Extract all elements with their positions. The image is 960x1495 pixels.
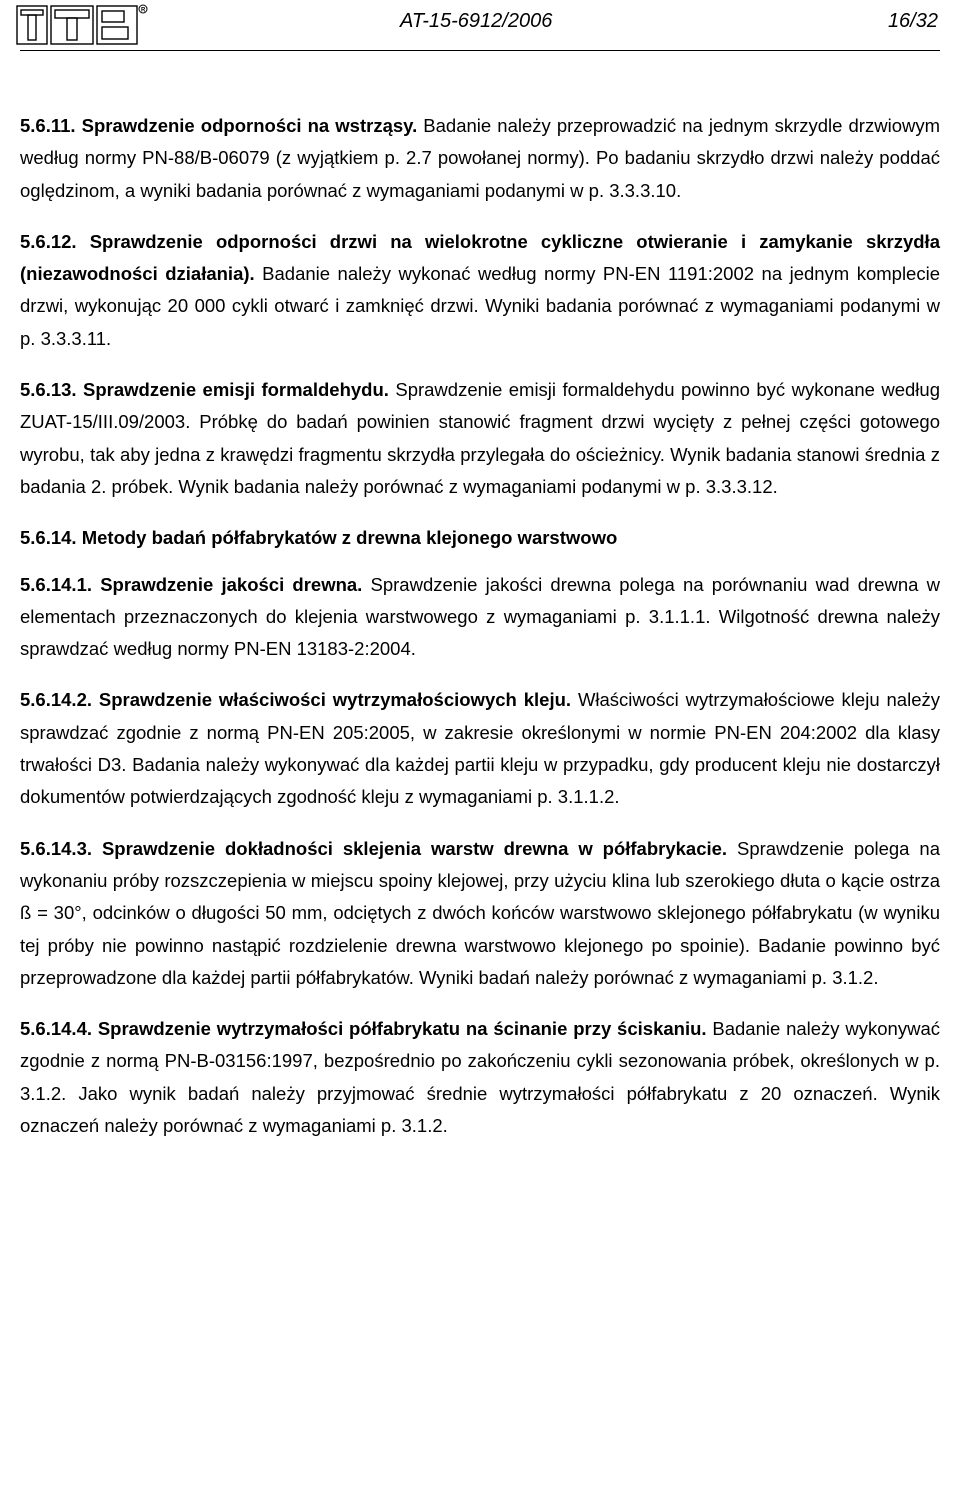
section-heading: 5.6.14.1. Sprawdzenie jakości drewna. bbox=[20, 573, 363, 595]
section-5-6-14-2 bbox=[20, 684, 940, 813]
document-body bbox=[20, 110, 940, 1142]
section-heading: 5.6.12. Sprawdzenie odporności drzwi na wielokrotne cykliczne otwieranie i zamykanie skrzydła (niezawodności działania). bbox=[20, 230, 940, 285]
page-header bbox=[0, 0, 960, 52]
section-text: Sprawdzenie jakości drewna polega na porównaniu wad drewna w elementach przeznaczonych do klejenia warstwowego z wymaganiami p. 3.1.1.1. Wilgotność drewna należy sprawdzać według normy PN-EN 13183-2:2004. bbox=[20, 573, 941, 660]
section-5-6-14 bbox=[20, 522, 940, 554]
section-heading: 5.6.13. Sprawdzenie emisji formaldehydu. bbox=[20, 379, 389, 401]
section-5-6-14-4 bbox=[20, 1013, 940, 1142]
section-5-6-11 bbox=[20, 110, 940, 207]
section-heading: 5.6.14.4. Sprawdzenie wytrzymałości półfabrykatu na ścinanie przy ściskaniu. bbox=[20, 1018, 707, 1040]
section-text: Sprawdzenie emisji formaldehydu powinno być wykonane według ZUAT-15/III.09/2003. Próbkę do badań powinien stanowić fragment drzwi wycięty z pełnej części gotowego wyrobu, tak aby jedna z krawędzi fragmentu skrzydła przylegała do ościeżnicy. Wynik badania stanowi średnia z badania 2. próbek. Wynik badania należy porównać z wymaganiami podanymi w p. 3.3.3.12. bbox=[20, 379, 940, 497]
document-id: AT-15-6912/2006 bbox=[400, 10, 553, 32]
section-5-6-12 bbox=[20, 226, 940, 355]
section-5-6-14-3 bbox=[20, 833, 940, 994]
header-divider bbox=[20, 50, 940, 51]
section-5-6-14-1 bbox=[20, 569, 940, 666]
section-text: Badanie należy wykonać według normy PN-EN 1191:2002 na jednym komplecie drzwi, wykonując 20 000 cykli otwarć i zamknięć drzwi. Wyniki badania porównać z wymaganiami podanymi w p. 3.3.3.11. bbox=[20, 263, 940, 349]
section-heading: 5.6.14.3. Sprawdzenie dokładności sklejenia warstw drewna w półfabrykacie. bbox=[20, 837, 728, 859]
section-heading: 5.6.14.2. Sprawdzenie właściwości wytrzymałościowych kleju. bbox=[20, 689, 572, 711]
svg-text:R: R bbox=[141, 7, 146, 14]
page-number: 16/32 bbox=[887, 10, 938, 32]
section-text: Sprawdzenie polega na wykonaniu próby rozszczepienia w miejscu spoiny klejowej, przy użyciu klina lub szerokiego dłuta o kącie ostrza ß = 30°, odcinków o długości 50 mm, odciętych z dwóch końców warstwowo sklejonego półfabrykatu (w wyniku tej próby nie powinno nastąpić rozdzielenie drewna warstwowo klejonego po spoinie). Badanie powinno być przeprowadzone dla każdej partii półfabrykatów. Wyniki badań należy porównać z wymaganiami p. 3.1.2. bbox=[20, 837, 940, 988]
itb-logo bbox=[16, 4, 148, 46]
section-5-6-13 bbox=[20, 374, 940, 503]
section-heading: 5.6.14. Metody badań półfabrykatów z drewna klejonego warstwowo bbox=[20, 527, 618, 549]
section-text: Badanie należy przeprowadzić na jednym skrzydle drzwiowym według normy PN-88/B-06079 (z wyjątkiem p. 2.7 powołanej normy). Po badaniu skrzydło drzwi należy poddać oględzinom, a wyniki badania porównać z wymaganiami podanymi w p. 3.3.3.10. bbox=[20, 115, 940, 201]
section-text: Badanie należy wykonywać zgodnie z normą PN-B-03156:1997, bezpośrednio po zakończeniu cykli sezonowania próbek, określonych w p. 3.1.2. Jako wynik badań należy przyjmować średnie wytrzymałości półfabrykatu z 20 oznaczeń. Wynik oznaczeń należy porównać z wymaganiami p. 3.1.2. bbox=[20, 1018, 940, 1137]
section-heading: 5.6.11. Sprawdzenie odporności na wstrząsy. bbox=[20, 115, 418, 136]
section-text: Właściwości wytrzymałościowe kleju należy sprawdzać zgodnie z normą PN-EN 205:2005, w zakresie określonymi w normie PN-EN 204:2002 dla klasy trwałości D3. Badania należy wykonywać dla każdej partii kleju w przypadku, gdy producent kleju nie dostarczył dokumentów potwierdzających zgodność kleju z wymaganiami p. 3.1.1.2. bbox=[20, 689, 940, 808]
